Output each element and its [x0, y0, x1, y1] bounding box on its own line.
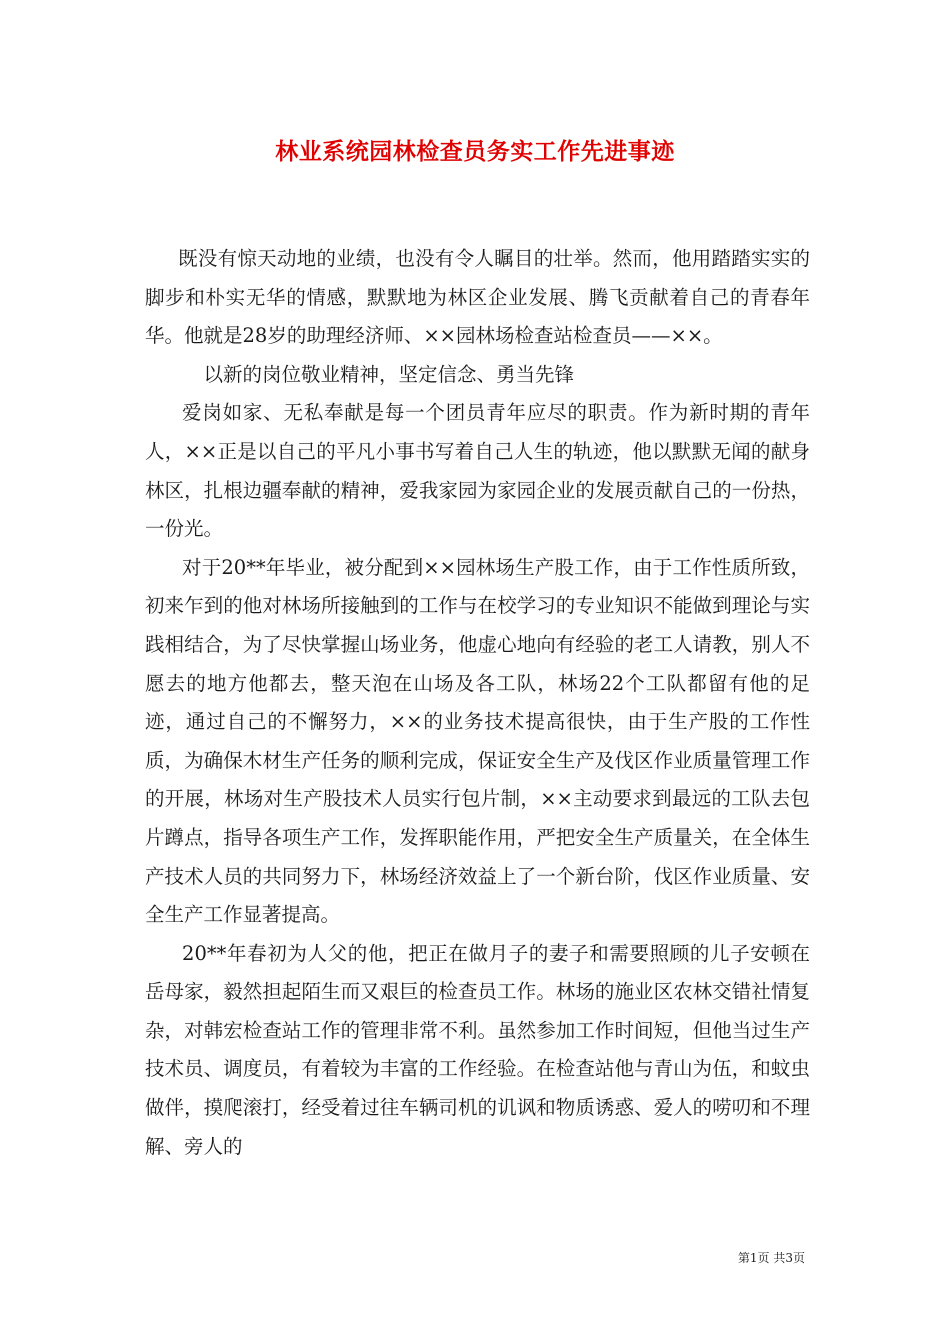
- document-body: [145, 240, 810, 1166]
- paragraph-intro: 既没有惊天动地的业绩，也没有令人瞩目的壮举。然而，他用踏踏实实的脚步和朴实无华的情感，默默地为林区企业发展、腾飞贡献着自己的青春年华。他就是28岁的助理经济师、××园林场检查站检查员——××。: [145, 247, 810, 348]
- paragraph: 爱岗如家、无私奉献是每一个团员青年应尽的职责。作为新时期的青年人，××正是以自己的平凡小事书写着自己人生的轨迹，他以默默无闻的献身林区，扎根边疆奉献的精神，爱我家园为家园企业的发展贡献自己的一份热，一份光。: [145, 401, 810, 541]
- paragraph: 对于20**年毕业，被分配到××园林场生产股工作，由于工作性质所致，初来乍到的他对林场所接触到的工作与在校学习的专业知识不能做到理论与实践相结合，为了尽快掌握山场业务，他虚心地向有经验的老工人请教，别人不愿去的地方他都去，整天泡在山场及各工队，林场22个工队都留有他的足迹，通过自己的不懈努力，××的业务技术提高很快，由于生产股的工作性质，为确保木材生产任务的顺利完成，保证安全生产及伐区作业质量管理工作的开展，林场对生产股技术人员实行包片制，××主动要求到最远的工队去包片蹲点，指导各项生产工作，发挥职能作用，严把安全生产质量关，在全体生产技术人员的共同努力下，林场经济效益上了一个新台阶，伐区作业质量、安全生产工作显著提高。: [145, 555, 810, 927]
- page-number: 第1页 共3页: [737, 1251, 805, 1265]
- paragraph: 20**年春初为人父的他，把正在做月子的妻子和需要照顾的儿子安顿在岳母家，毅然担起陌生而又艰巨的检查员工作。林场的施业区农林交错社情复杂，对韩宏检查站工作的管理非常不利。虽然参加工作时间短，但他当过生产技术员、调度员，有着较为丰富的工作经验。在检查站他与青山为伍，和蚊虫做伴，摸爬滚打，经受着过往车辆司机的讥讽和物质诱惑、爱人的唠叨和不理解、旁人的: [145, 941, 810, 1158]
- section-heading: 以新的岗位敬业精神，坚定信念、勇当先锋: [203, 362, 575, 386]
- document-title: 林业系统园林检查员务实工作先进事迹: [275, 138, 675, 165]
